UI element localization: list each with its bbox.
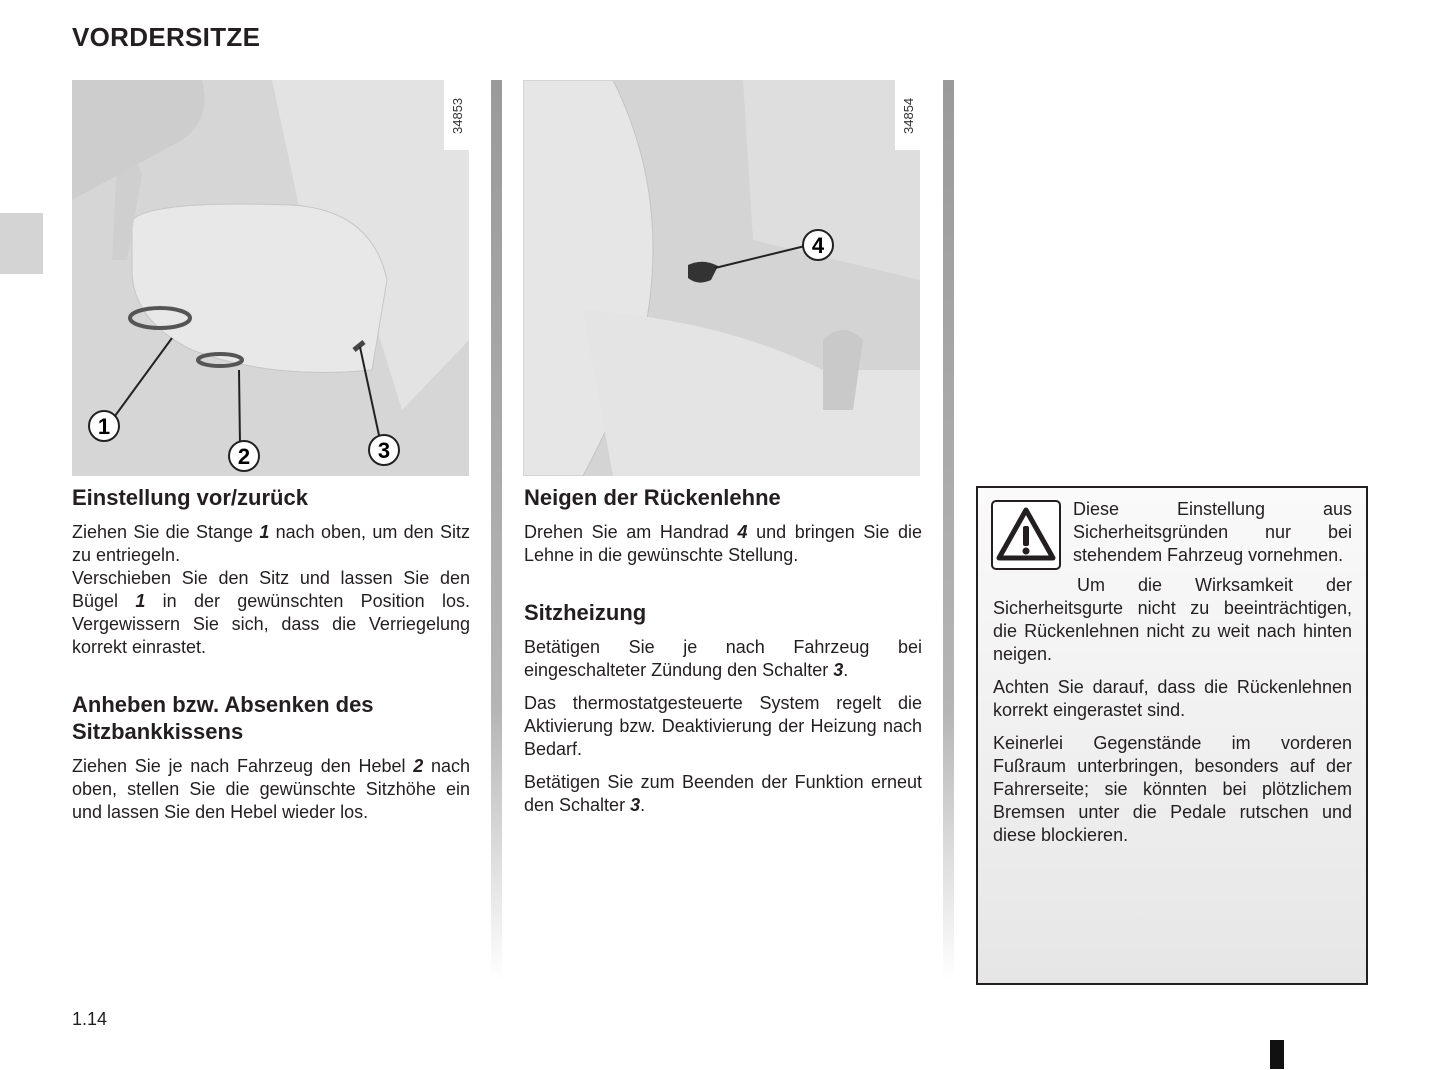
figure-code: 34853 — [450, 97, 465, 134]
warning-text: Keinerlei Gegenstände im vorderen Fußraum unterbringen, besonders auf der Fahrerseite; sie könnten bei plötzlichem Bremsen unter die Pedale rutschen und diese blockieren. — [993, 733, 1352, 845]
paragraph: Betätigen Sie zum Beenden der Funktion erneut den Schalter 3. — [524, 772, 922, 815]
figure-seat-levers — [72, 80, 469, 476]
warning-triangle-icon — [991, 500, 1061, 570]
callout-1 — [89, 411, 119, 441]
svg-text:3: 3 — [377, 438, 391, 463]
paragraph: Verschieben Sie den Sitz und lassen Sie den Bügel 1 in der gewünschten Position los. Vergewissern Sie sich, dass die Verriegelung korrekt einrastet. — [72, 568, 470, 657]
warning-text: Diese Einstellung aus Sicherheitsgründen nur bei stehendem Fahrzeug vornehmen. — [1073, 499, 1352, 565]
svg-text:4: 4 — [811, 233, 825, 258]
chapter-tab — [0, 213, 43, 274]
paragraph: Das thermostatgesteuerte System regelt die Aktivierung bzw. Deaktivierung der Heizung nach Bedarf. — [524, 693, 922, 759]
column-backrest-heating — [524, 484, 922, 827]
callout-3 — [369, 435, 399, 465]
heading-seat-heating: Sitzheizung — [524, 600, 647, 625]
paragraph: Ziehen Sie je nach Fahrzeug den Hebel 2 nach oben, stellen Sie die gewünschte Sitzhöhe ein und lassen Sie den Hebel wieder los. — [72, 756, 470, 822]
column-divider — [491, 80, 502, 980]
paragraph: Ziehen Sie die Stange 1 nach oben, um den Sitz zu entriegeln. — [72, 522, 470, 565]
paragraph: Drehen Sie am Handrad 4 und bringen Sie die Lehne in die gewünschte Stellung. — [524, 522, 922, 565]
page-title: VORDERSITZE — [72, 22, 261, 52]
page-edge-marker — [1270, 1040, 1284, 1069]
svg-text:2: 2 — [237, 444, 251, 469]
figure-backrest-handwheel — [523, 80, 920, 476]
heading-backrest: Neigen der Rückenlehne — [524, 485, 781, 510]
column-seat-adjustment — [72, 484, 470, 834]
page-number: 1.14 — [72, 1009, 108, 1029]
heading-seat-height: Anheben bzw. Absenken des Sitzbankkissens — [72, 692, 374, 744]
svg-text:1: 1 — [97, 414, 111, 439]
callout-2 — [229, 441, 259, 471]
heading-fore-aft: Einstellung vor/zurück — [72, 485, 308, 510]
callout-4 — [803, 230, 833, 260]
warning-box — [976, 486, 1368, 985]
column-divider — [943, 80, 954, 980]
paragraph: Betätigen Sie je nach Fahrzeug bei eingeschalteter Zündung den Schalter 3. — [524, 637, 922, 680]
figure-code: 34854 — [901, 97, 916, 134]
warning-text: Achten Sie darauf, dass die Rückenlehnen korrekt eingerastet sind. — [993, 677, 1352, 720]
warning-text: Um die Wirksamkeit der Sicherheitsgurte nicht zu beeinträchtigen, die Rückenlehnen nicht zu weit nach hinten neigen. — [993, 575, 1352, 664]
